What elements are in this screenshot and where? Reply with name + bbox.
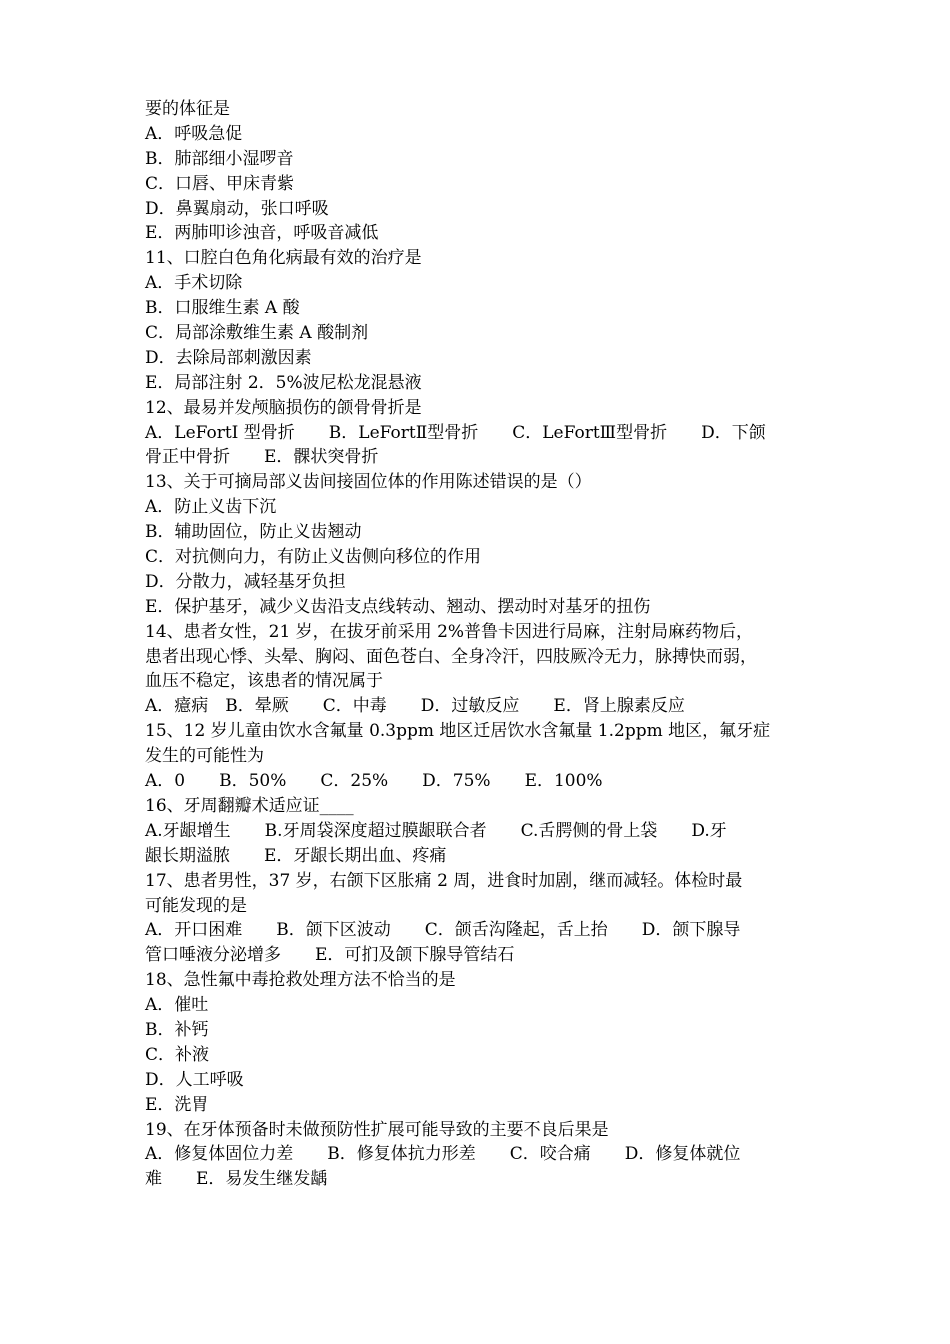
text-line: A．0 B．50% C．25% D．75% E．100% [145,771,603,792]
question-stem: 16、牙周翻瓣术适应证____ [145,795,354,816]
text-line: D．去除局部刺激因素 [145,347,312,368]
text-line: B．辅助固位，防止义齿翘动 [145,522,362,543]
text-line: D．人工呼吸 [145,1069,244,1090]
text-line: A.牙龈增生 B.牙周袋深度超过膜龈联合者 C.舌腭侧的骨上袋 D.牙 [145,820,727,841]
text-line: A．LeFortI 型骨折 B．LeFortⅡ型骨折 C．LeFortⅢ型骨折 D．下颌 [145,422,766,443]
text-line: A．催吐 [145,995,209,1016]
text-line: B．肺部细小湿啰音 [145,148,294,169]
text-line: A．呼吸急促 [145,123,243,144]
text-line: 患者出现心悸、头晕、胸闷、面色苍白、全身冷汗，四肢厥冷无力，脉搏快而弱， [145,646,757,667]
question-stem: 19、在牙体预备时未做预防性扩展可能导致的主要不良后果是 [145,1119,609,1140]
question-stem: 18、急性氟中毒抢救处理方法不恰当的是 [145,970,456,991]
text-line: A．修复体固位力差 B．修复体抗力形差 C．咬合痛 D．修复体就位 [145,1144,741,1165]
text-line: B．补钙 [145,1019,209,1040]
question-stem: 11、口腔白色角化病最有效的治疗是 [145,248,422,269]
question-stem: 13、关于可摘局部义齿间接固位体的作用陈述错误的是（） [145,472,592,493]
text-line: C．补液 [145,1044,210,1065]
text-line: A．手术切除 [145,273,243,294]
text-line: 可能发现的是 [145,895,247,916]
question-stem: 12、最易并发颅脑损伤的颌骨骨折是 [145,397,422,418]
text-line: C．局部涂敷维生素 A 酸制剂 [145,323,369,344]
text-line: A．癔病 B．晕厥 C．中毒 D．过敏反应 E．肾上腺素反应 [145,696,685,717]
text-line: C．口唇、甲床青紫 [145,173,295,194]
text-line: 要的体征是 [145,99,230,119]
text-line: D．分散力，减轻基牙负担 [145,571,346,592]
text-line: C．对抗侧向力，有防止义齿侧向移位的作用 [145,547,482,568]
text-line: 发生的可能性为 [145,746,264,767]
text-line: D．鼻翼扇动，张口呼吸 [145,198,329,219]
text-line: B．口服维生素 A 酸 [145,298,300,319]
question-stem: 15、12 岁儿童由饮水含氟量 0.3ppm 地区迁居饮水含氟量 1.2ppm 地区，氟牙症 [145,721,771,742]
text-line: E．两肺叩诊浊音，呼吸音减低 [145,223,379,244]
text-line: E．保护基牙，减少义齿沿支点线转动、翘动、摆动时对基牙的扭伤 [145,596,651,617]
document-body [145,97,810,1192]
text-line: 难 E．易发生继发龋 [145,1169,328,1190]
text-line: 管口唾液分泌增多 E．可扪及颌下腺导管结石 [145,945,515,966]
text-line: 骨正中骨折 E．髁状突骨折 [145,447,379,468]
text-line: 血压不稳定，该患者的情况属于 [145,671,383,692]
text-line: 龈长期溢脓 E．牙龈长期出血、疼痛 [145,845,447,866]
text-line: E．洗胃 [145,1094,209,1115]
text-line: E．局部注射 2．5%波尼松龙混悬液 [145,372,422,393]
text-line: A．开口困难 B．颌下区波动 C．颌舌沟隆起，舌上抬 D．颌下腺导 [145,920,741,941]
question-stem: 14、患者女性，21 岁，在拔牙前采用 2%普鲁卡因进行局麻，注射局麻药物后， [145,621,754,642]
text-line: A．防止义齿下沉 [145,497,277,518]
question-stem: 17、患者男性，37 岁，右颌下区胀痛 2 周，进食时加剧，继而减轻。体检时最 [145,870,743,891]
